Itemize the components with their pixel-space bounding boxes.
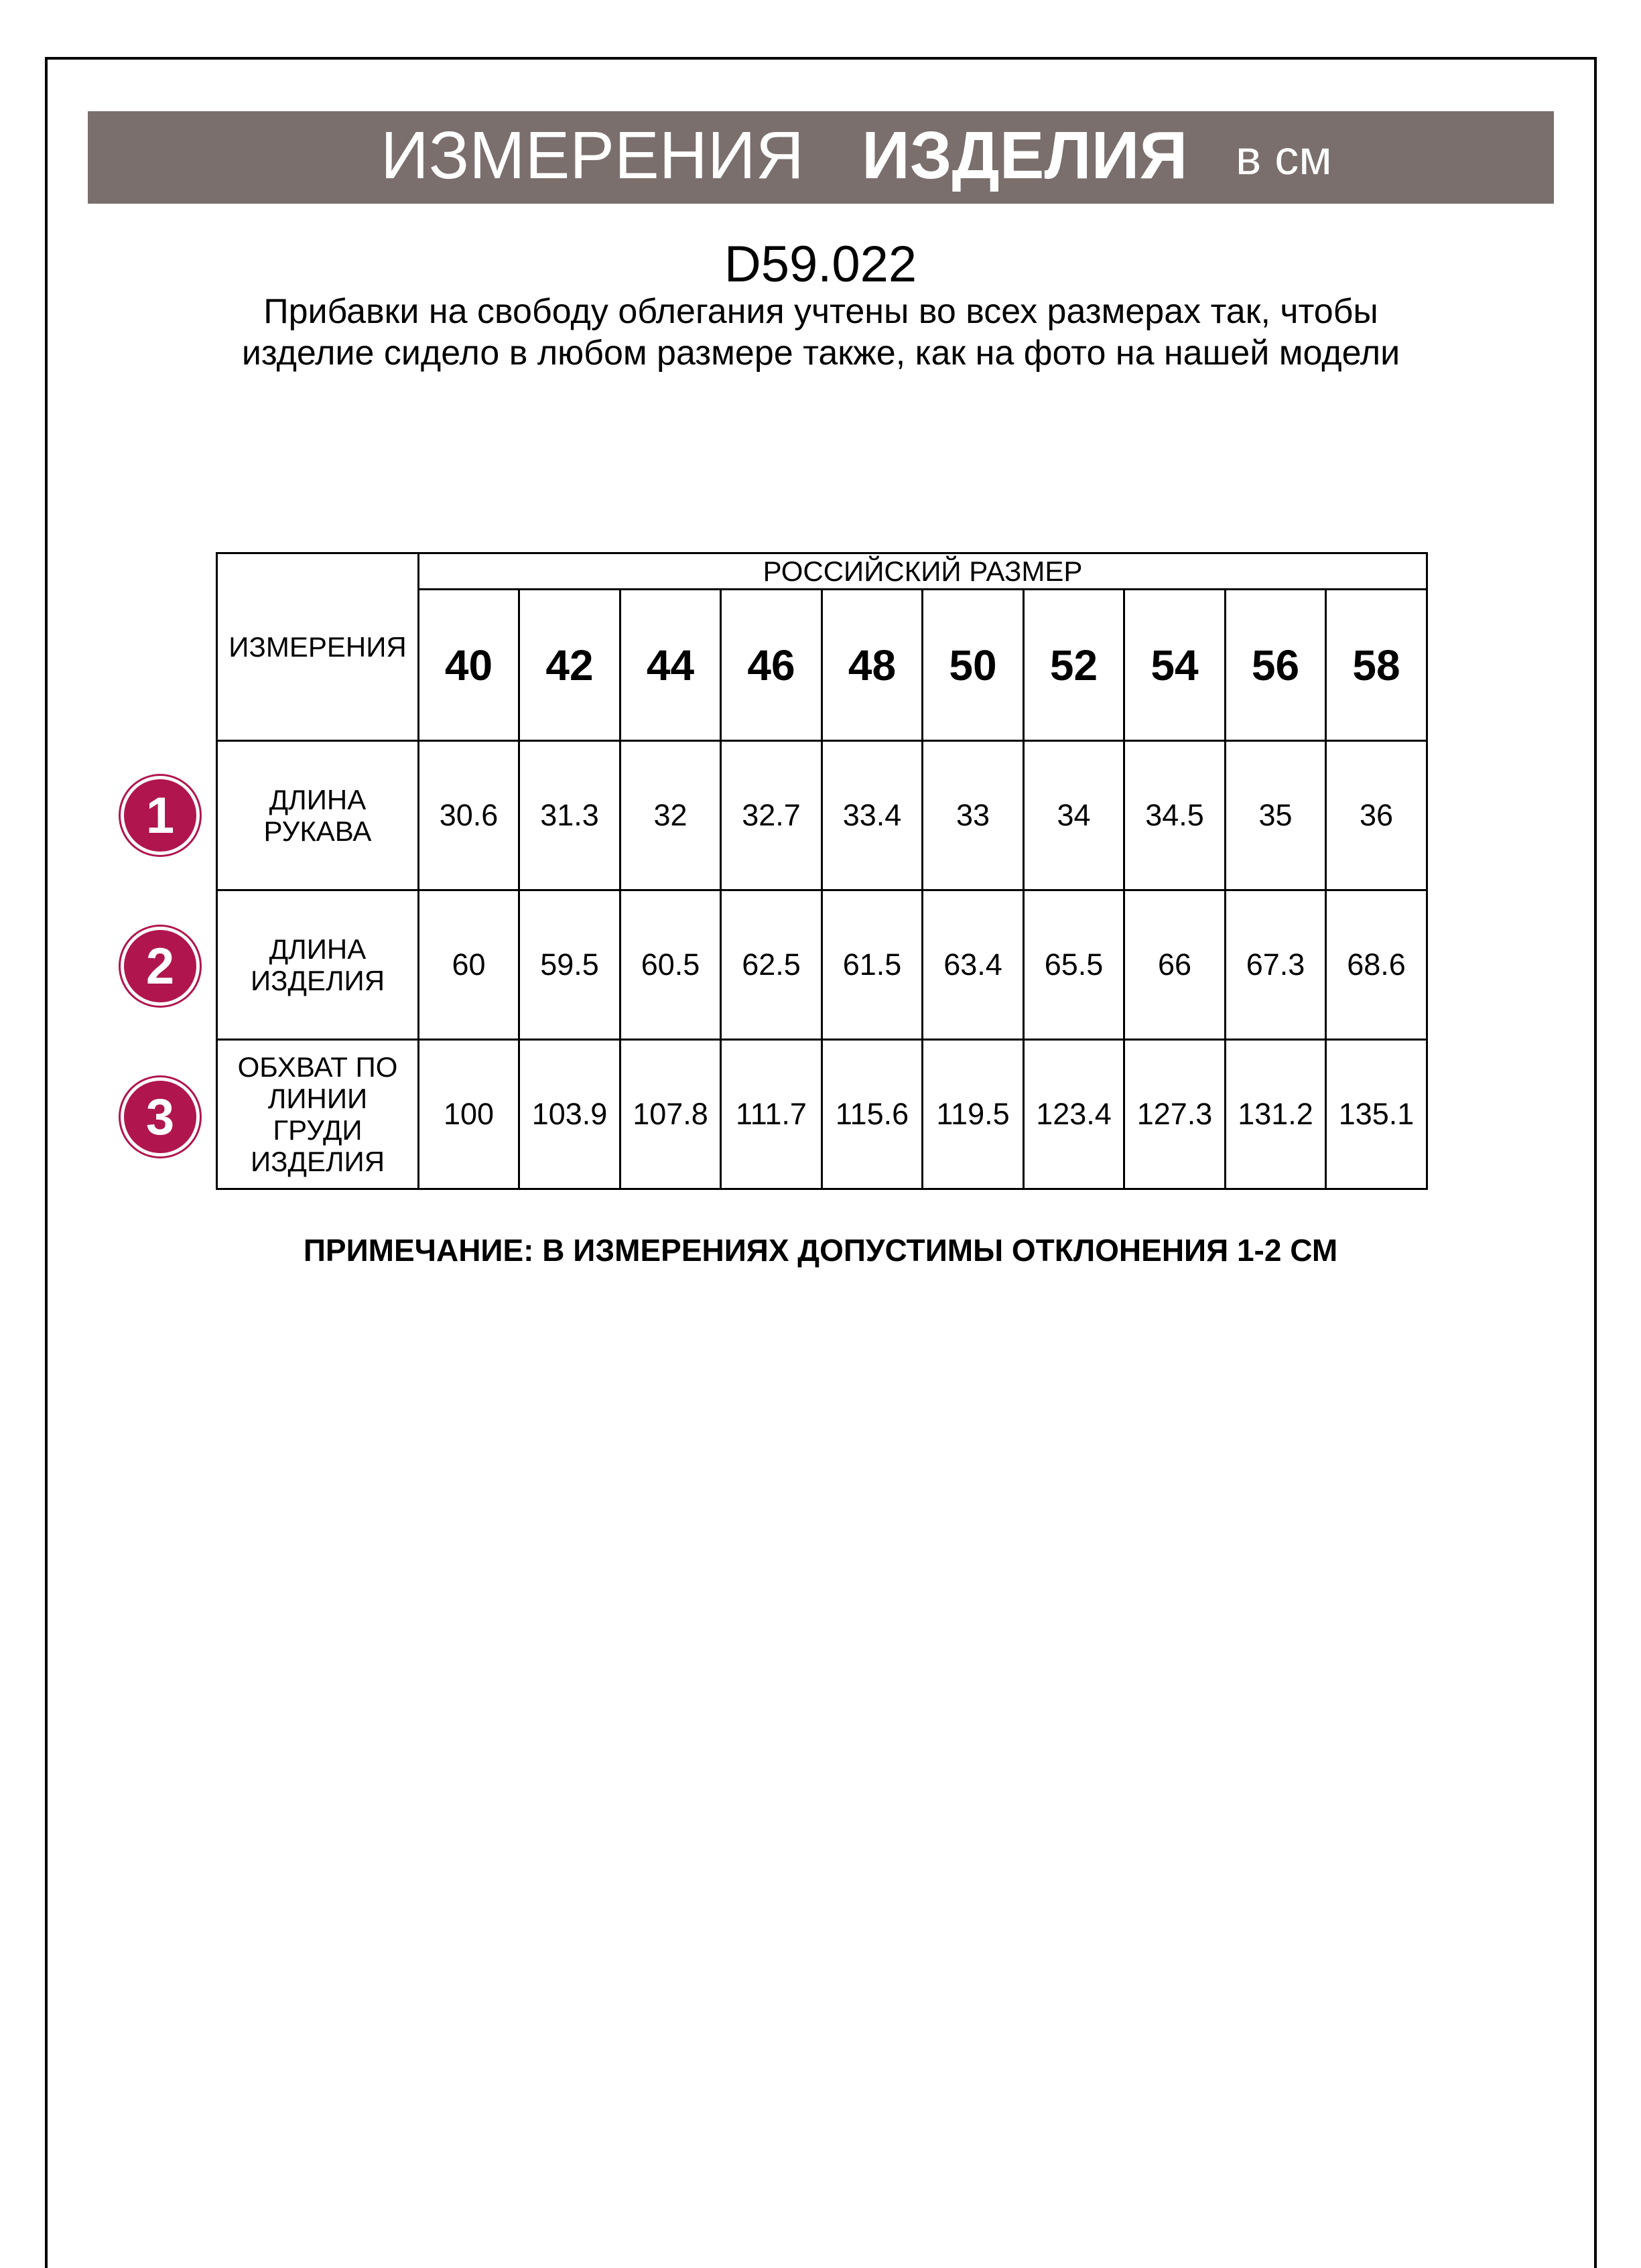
table-cell: 115.6 — [822, 1040, 923, 1189]
table-cell: 36 — [1326, 741, 1427, 890]
size-header: 52 — [1024, 590, 1124, 741]
table-cell: 111.7 — [721, 1040, 822, 1189]
size-header: 48 — [822, 590, 923, 741]
marker-2-icon: 2 — [121, 927, 200, 1006]
table-cell: 107.8 — [620, 1040, 721, 1189]
measurements-header: ИЗМЕРЕНИЯ — [217, 553, 419, 741]
table-cell: 34 — [1024, 741, 1124, 890]
title-units: в см — [1236, 131, 1332, 185]
table-cell: 119.5 — [923, 1040, 1024, 1189]
table-row — [217, 741, 1427, 890]
size-header: 56 — [1226, 590, 1326, 741]
table-cell: 127.3 — [1124, 1040, 1226, 1189]
size-header: 46 — [721, 590, 822, 741]
table-cell: 100 — [419, 1040, 519, 1189]
table-cell: 31.3 — [519, 741, 620, 890]
size-header: 58 — [1326, 590, 1427, 741]
title-banner — [88, 111, 1554, 204]
row-label-sleeve-length: ДЛИНА РУКАВА — [217, 741, 419, 890]
table-row — [217, 1040, 1427, 1189]
table-cell: 67.3 — [1226, 890, 1326, 1040]
marker-1-icon: 1 — [121, 776, 200, 855]
product-code: D59.022 — [724, 236, 917, 293]
table-cell: 66 — [1124, 890, 1226, 1040]
marker-3-icon: 3 — [121, 1077, 200, 1156]
table-cell: 131.2 — [1226, 1040, 1326, 1189]
table-cell: 60 — [419, 890, 519, 1040]
title-measurements: ИЗМЕРЕНИЯ — [381, 118, 804, 193]
tolerance-note: ПРИМЕЧАНИЕ: В ИЗМЕРЕНИЯХ ДОПУСТИМЫ ОТКЛОНЕНИЯ 1-2 СМ — [303, 1233, 1338, 1268]
fit-description: Прибавки на свободу облегания учтены во всех размерах так, чтобы изделие сидело в любом размере также, как на фото на нашей модели — [241, 292, 1400, 373]
table-cell: 103.9 — [519, 1040, 620, 1189]
table-cell: 30.6 — [419, 741, 519, 890]
table-cell: 63.4 — [923, 890, 1024, 1040]
row-label-garment-length: ДЛИНА ИЗДЕЛИЯ — [217, 890, 419, 1040]
table-cell: 34.5 — [1124, 741, 1226, 890]
table-cell: 123.4 — [1024, 1040, 1124, 1189]
size-header: 42 — [519, 590, 620, 741]
table-cell: 65.5 — [1024, 890, 1124, 1040]
size-header: 44 — [620, 590, 721, 741]
size-header: 40 — [419, 590, 519, 741]
table-cell: 32.7 — [721, 741, 822, 890]
table-cell: 32 — [620, 741, 721, 890]
table-cell: 33.4 — [822, 741, 923, 890]
table-cell: 60.5 — [620, 890, 721, 1040]
table-cell: 62.5 — [721, 890, 822, 1040]
table-cell: 33 — [923, 741, 1024, 890]
size-group-header: РОССИЙСКИЙ РАЗМЕР — [419, 553, 1427, 590]
table-cell: 68.6 — [1326, 890, 1427, 1040]
row-label-chest-circumference: ОБХВАТ ПО ЛИНИИ ГРУДИ ИЗДЕЛИЯ — [217, 1040, 419, 1189]
table-cell: 61.5 — [822, 890, 923, 1040]
table-row — [217, 890, 1427, 1040]
table-cell: 35 — [1226, 741, 1326, 890]
table-cell: 59.5 — [519, 890, 620, 1040]
table-cell: 135.1 — [1326, 1040, 1427, 1189]
size-header: 54 — [1124, 590, 1226, 741]
size-table — [216, 552, 1428, 1190]
title-product: ИЗДЕЛИЯ — [862, 118, 1188, 193]
size-header: 50 — [923, 590, 1024, 741]
